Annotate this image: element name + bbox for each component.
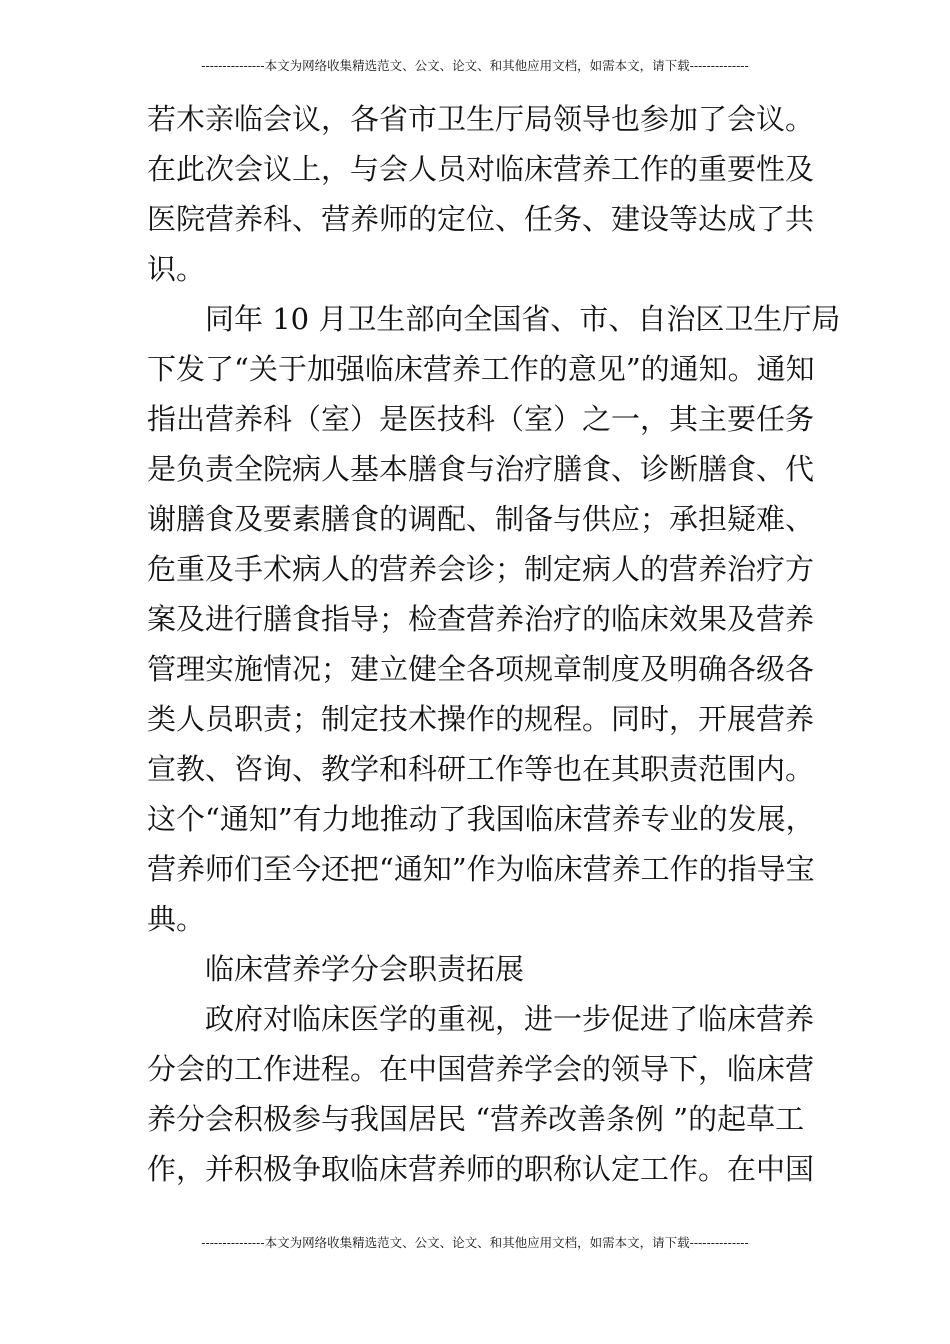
text-line: 养分会积极参与我国居民 “营养改善条例 ”的起草工 [147, 1102, 805, 1136]
text-line: 下发了“关于加强临床营养工作的意见”的通知。通知 [147, 352, 815, 386]
text-line: 指出营养科（室）是医技科（室）之一，其主要任务 [147, 402, 815, 436]
text-line: 识。 [147, 252, 206, 286]
text-line: 营养师们至今还把“通知”作为临床营养工作的指导宝 [147, 852, 815, 886]
text-line: 分会的工作进程。在中国营养学会的领导下，临床营 [147, 1052, 815, 1086]
text-line: 类人员职责；制定技术操作的规程。同时，开展营养 [147, 702, 815, 736]
text-line: 宣教、咨询、教学和科研工作等也在其职责范围内。 [147, 752, 815, 786]
header-banner: ---------------本文为网络收集精选范文、公文、论文、和其他应用文档，如需本文，请下载-------------- [201, 58, 749, 73]
text-line: 是负责全院病人基本膳食与治疗膳食、诊断膳食、代 [147, 452, 815, 486]
text-line: 医院营养科、营养师的定位、任务、建设等达成了共 [147, 202, 815, 236]
text-line: 危重及手术病人的营养会诊；制定病人的营养治疗方 [147, 552, 815, 586]
text-line: 作，并积极争取临床营养师的职称认定工作。在中国 [147, 1152, 815, 1186]
document-body [147, 94, 841, 1194]
text-line: 这个“通知”有力地推动了我国临床营养专业的发展， [147, 802, 815, 836]
text-line: 在此次会议上，与会人员对临床营养工作的重要性及 [147, 152, 815, 186]
text-line: 谢膳食及要素膳食的调配、制备与供应；承担疑难、 [147, 502, 815, 536]
text-line: 临床营养学分会职责拓展 [205, 952, 525, 986]
text-line: 同年 10 月卫生部向全国省、市、自治区卫生厅局 [205, 302, 841, 336]
text-line: 典。 [147, 902, 206, 936]
footer-banner: ---------------本文为网络收集精选范文、公文、论文、和其他应用文档，如需本文，请下载-------------- [201, 1235, 749, 1250]
text-line: 政府对临床医学的重视，进一步促进了临床营养 [205, 1002, 815, 1036]
text-line: 案及进行膳食指导；检查营养治疗的临床效果及营养 [147, 602, 815, 636]
text-line: 若木亲临会议，各省市卫生厅局领导也参加了会议。 [147, 102, 815, 136]
text-line: 管理实施情况；建立健全各项规章制度及明确各级各 [147, 652, 815, 686]
